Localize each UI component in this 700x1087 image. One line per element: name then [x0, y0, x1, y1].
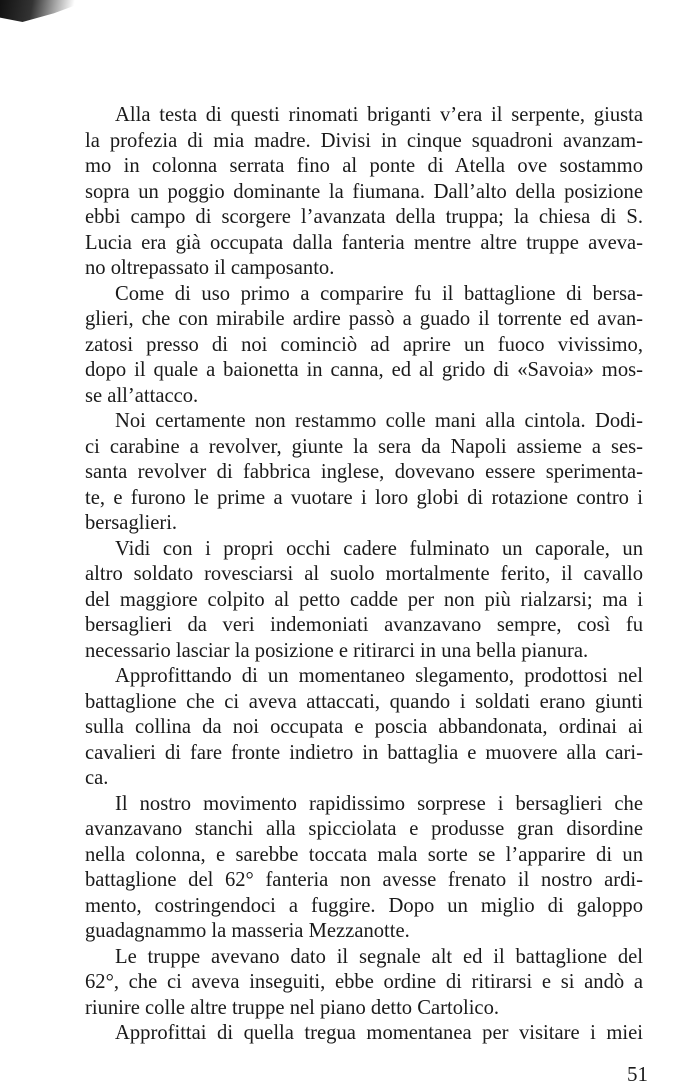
paragraph — [85, 664, 643, 792]
text-line: bersaglieri. — [85, 512, 178, 534]
text-line: se all’attacco. — [85, 384, 199, 407]
scan-smudge — [0, 0, 90, 22]
text-line: bersaglieri da veri indemoniati avanzavano sempre, così fu — [85, 614, 643, 636]
text-line: no oltrepassato il camposanto. — [85, 257, 335, 279]
paragraph — [85, 409, 643, 537]
text-line: sopra un poggio dominante la fiumana. Dall’alto della posizione — [85, 180, 643, 203]
paragraph — [85, 103, 643, 282]
paragraph — [85, 537, 643, 665]
text-line: Le truppe avevano dato il segnale alt ed il battaglione del — [115, 945, 643, 968]
paragraph — [85, 1021, 643, 1047]
text-line: battaglione che ci aveva attaccati, quando i soldati erano giunti — [85, 690, 643, 713]
text-line: Il nostro movimento rapidissimo sorprese i bersaglieri che — [115, 792, 643, 815]
text-line: santa revolver di fabbrica inglese, dovevano essere sperimenta- — [85, 461, 643, 483]
text-line: riunire colle altre truppe nel piano detto Cartolico. — [85, 996, 500, 1019]
page-number: 51 — [627, 1062, 648, 1086]
text-line: nella colonna, e sarebbe toccata mala sorte se l’apparire di un — [85, 843, 643, 866]
text-line: Approfittando di un momentaneo slegamento, prodottosi nel — [115, 665, 643, 687]
text-line: Vidi con i propri occhi cadere fulminato un caporale, un — [115, 537, 643, 560]
body-text — [85, 103, 643, 1047]
text-line: glieri, che con mirabile ardire passò a guado il torrente ed avan- — [85, 308, 643, 330]
text-line: 62°, che ci aveva inseguiti, ebbe ordine di ritirarsi e si andò a — [85, 971, 643, 993]
text-line: zatosi presso di noi cominciò ad aprire un fuoco vivissimo, — [85, 333, 643, 356]
text-line: Approfittai di quella tregua momentanea per visitare i miei — [115, 1022, 643, 1044]
text-line: mento, costringendoci a fuggire. Dopo un miglio di galoppo — [85, 894, 643, 917]
text-line: ci carabine a revolver, giunte la sera da Napoli assieme a ses- — [85, 435, 643, 458]
text-line: Come di uso primo a comparire fu il battaglione di bersa- — [115, 282, 643, 305]
text-line: necessario lasciar la posizione e ritirarci in una bella pianura. — [85, 639, 589, 662]
text-line: dopo il quale a baionetta in canna, ed al grido di «Savoia» mos- — [85, 359, 643, 381]
text-line: Lucia era già occupata dalla fanteria mentre altre truppe aveva- — [85, 231, 643, 254]
text-line: cavalieri di fare fronte indietro in battaglia e muovere alla cari- — [85, 741, 643, 764]
text-line: altro soldato rovesciarsi al suolo mortalmente ferito, il cavallo — [85, 563, 643, 585]
text-line: del maggiore colpito al petto cadde per non più rialzarsi; ma i — [85, 588, 643, 611]
text-line: Noi certamente non restammo colle mani alla cintola. Dodi- — [115, 410, 643, 432]
paragraph — [85, 282, 643, 410]
text-line: guadagnammo la masseria Mezzanotte. — [85, 920, 410, 942]
text-line: la profezia di mia madre. Divisi in cinque squadroni avanzam- — [85, 129, 643, 152]
text-line: mo in colonna serrata fino al ponte di Atella ove sostammo — [85, 155, 643, 177]
text-line: avanzavano stanchi alla spicciolata e produsse gran disordine — [85, 818, 643, 840]
text-line: sulla collina da noi occupata e poscia abbandonata, ordinai ai — [85, 716, 643, 738]
text-line: ca. — [85, 767, 109, 789]
paragraph — [85, 792, 643, 945]
paragraph — [85, 945, 643, 1022]
text-line: Alla testa di questi rinomati briganti v’era il serpente, giusta — [115, 104, 643, 126]
text-line: battaglione del 62° fanteria non avesse frenato il nostro ardi- — [85, 869, 643, 891]
text-line: te, e furono le prime a vuotare i loro globi di rotazione contro i — [85, 486, 643, 509]
text-line: ebbi campo di scorgere l’avanzata della truppa; la chiesa di S. — [85, 206, 643, 228]
